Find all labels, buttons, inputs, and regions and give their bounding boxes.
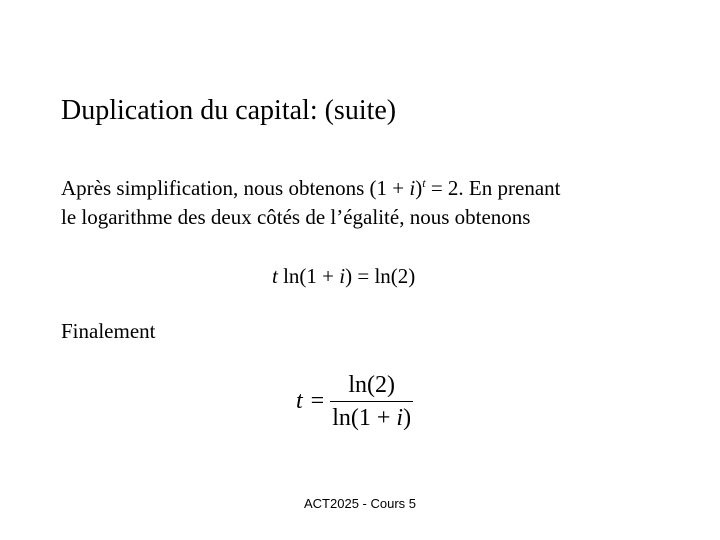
variable-i: i — [396, 404, 404, 431]
exponent-t: t — [422, 176, 426, 190]
fraction — [330, 371, 413, 432]
variable-i: i — [339, 264, 346, 288]
slide-title: Duplication du capital: (suite) — [61, 95, 397, 126]
equation-log — [272, 262, 415, 290]
paragraph-text-start: Après simplification, nous obtenons (1 + — [61, 176, 410, 200]
equation-log-part-b: ) = ln(2) — [345, 264, 416, 288]
label-finally: Finalement — [61, 319, 156, 343]
body-paragraph — [61, 174, 671, 232]
paragraph-close-paren: ) — [415, 176, 423, 200]
paragraph-text-end: = 2. En prenant — [425, 176, 561, 200]
denominator-part-b: ) — [403, 404, 412, 431]
variable-t: t — [272, 264, 278, 288]
paragraph-line-1 — [61, 174, 671, 203]
variable-t: t — [296, 387, 303, 414]
fraction-numerator: ln(2) — [348, 371, 395, 398]
slide-footer: ACT2025 - Cours 5 — [304, 496, 416, 511]
variable-i: i — [409, 176, 416, 200]
fraction-denominator — [330, 402, 413, 432]
denominator-part-a: ln(1 + — [332, 404, 397, 431]
equation-fraction — [296, 370, 413, 432]
equals-sign: = — [310, 387, 325, 414]
paragraph-line-2: le logarithme des deux côtés de l’égalité, nous obtenons — [61, 205, 531, 229]
equation-log-part-a: ln(1 + — [277, 264, 340, 288]
